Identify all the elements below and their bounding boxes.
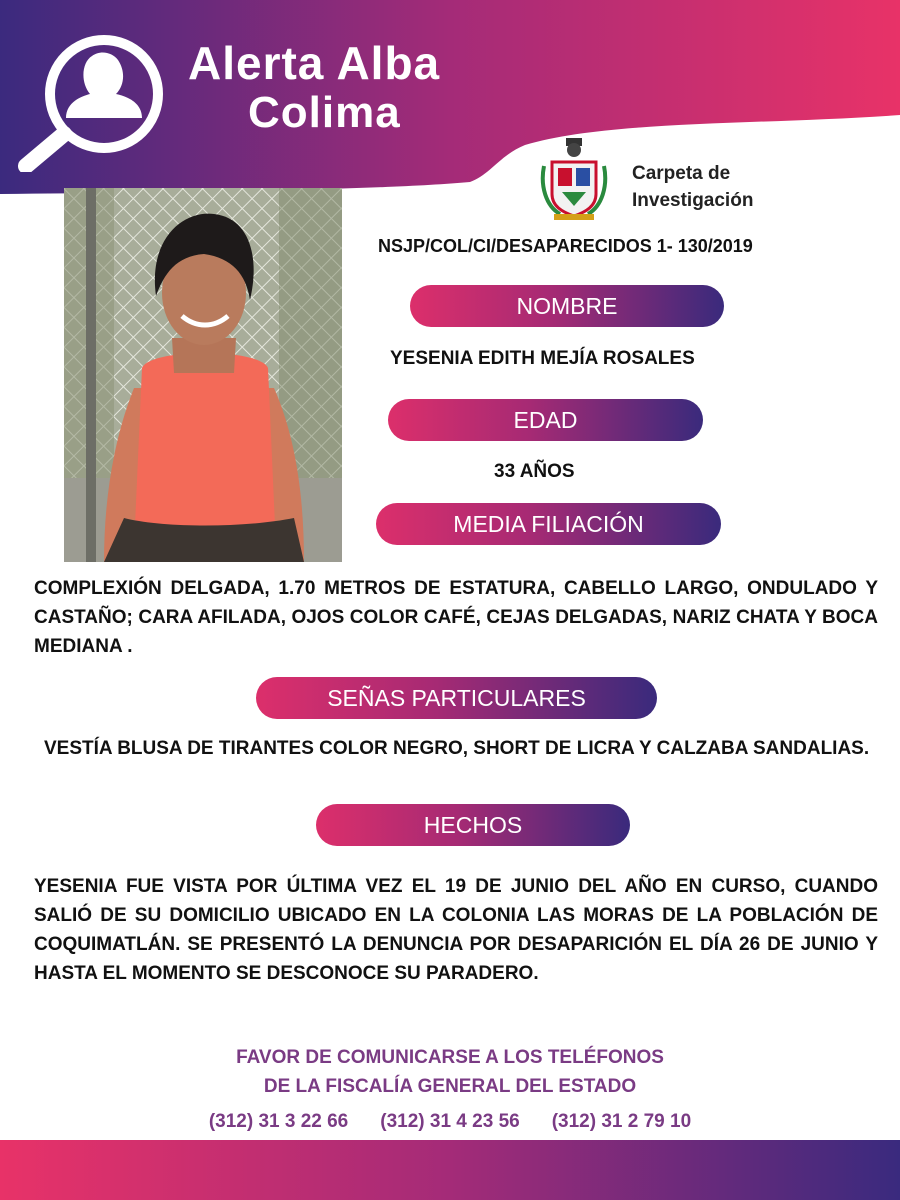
hechos-text: YESENIA FUE VISTA POR ÚLTIMA VEZ EL 19 DE JUNIO DEL AÑO EN CURSO, CUANDO SALIÓ DE SU DOMICILIO UBICADO EN LA COLONIA LAS MORAS DE LA POBLACIÓN DE COQUIMATLÁN. SE PRESENTÓ LA DENUNCIA POR DESAPARICIÓN EL DÍA 26 DE JUNIO Y HASTA EL MOMENTO SE DESCONOCE SU PARADERO. <box>34 876 878 984</box>
media-filiacion-text: COMPLEXIÓN DELGADA, 1.70 METROS DE ESTATURA, CABELLO LARGO, ONDULADO Y CASTAÑO; CARA AFILADA, OJOS COLOR CAFÉ, CEJAS DELGADAS, NARIZ CHATA Y BOCA MEDIANA . <box>34 578 878 657</box>
phone-number-1[interactable]: (312) 31 3 22 66 <box>208 1111 349 1132</box>
hechos-label: HECHOS <box>423 811 523 838</box>
senas-text: VESTÍA BLUSA DE TIRANTES COLOR NEGRO, SHORT DE LICRA Y CALZABA SANDALIAS. <box>44 738 870 759</box>
senas-header <box>256 677 657 719</box>
edad-value: 33 AÑOS <box>494 461 575 482</box>
title-alerta-alba: Alerta Alba <box>188 37 441 89</box>
footer-bar <box>0 1140 900 1200</box>
senas-label: SEÑAS PARTICULARES <box>327 684 586 711</box>
title-colima: Colima <box>248 88 401 137</box>
edad-header <box>388 399 703 441</box>
phone-number-2[interactable]: (312) 31 4 23 56 <box>380 1111 520 1132</box>
case-id: NSJP/COL/CI/DESAPARECIDOS 1- 130/2019 <box>378 236 753 256</box>
nombre-label: NOMBRE <box>516 292 618 319</box>
contact-line1: FAVOR DE COMUNICARSE A LOS TELÉFONOS <box>236 1047 664 1068</box>
nombre-value: YESENIA EDITH MEJÍA ROSALES <box>390 348 695 369</box>
media-filiacion-label: MEDIA FILIACIÓN <box>453 510 644 537</box>
missing-person-photo <box>64 188 342 562</box>
carpeta-line2: Investigación <box>632 190 754 211</box>
media-filiacion-header <box>376 503 721 545</box>
coat-of-arms-icon <box>540 136 608 222</box>
carpeta-label <box>632 160 753 214</box>
carpeta-line1: Carpeta de <box>632 163 731 184</box>
hechos-header <box>316 804 630 846</box>
nombre-header <box>410 285 724 327</box>
phone-list <box>0 1111 900 1133</box>
edad-label: EDAD <box>513 406 578 433</box>
contact-line2: DE LA FISCALÍA GENERAL DEL ESTADO <box>263 1076 637 1097</box>
phone-number-3[interactable]: (312) 31 2 79 10 <box>551 1111 692 1132</box>
search-person-icon <box>12 22 172 172</box>
